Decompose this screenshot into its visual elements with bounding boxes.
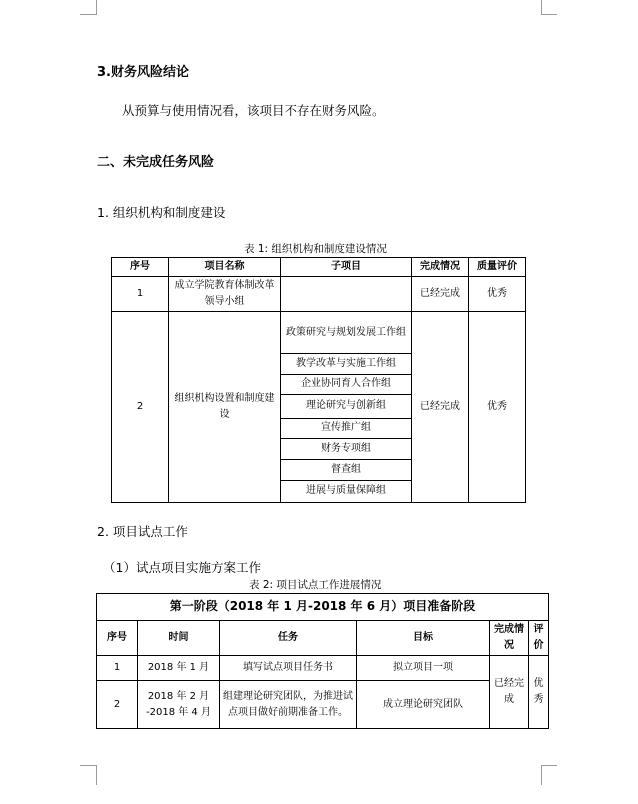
crop-mark-top-right-v [541,0,542,15]
subproject-item: 政策研究与规划发展工作组 [281,313,411,354]
table-pilot-progress [96,593,549,729]
t1-r1-status: 已经完成 [412,277,469,312]
t1-r1-quality: 优秀 [469,277,526,312]
subproject-item: 企业协同育人合作组 [281,375,411,395]
heading-pilot-plan: （1）试点项目实施方案工作 [103,560,261,575]
t2-r1-goal: 拟立项目一项 [357,656,490,681]
t2-r1-no: 1 [97,656,138,681]
t1-header-no: 序号 [112,258,169,277]
t2-r1-task: 填写试点项目任务书 [220,656,357,681]
table-row [112,277,526,312]
crop-mark-bottom-left-v [96,765,97,785]
table2-caption: 表 2: 项目试点工作进展情况 [249,579,382,591]
table-org-construction [111,257,526,503]
t1-r2-no: 2 [112,312,169,503]
crop-mark-top-left-v [96,0,97,15]
t1-r2-subprojects [281,312,412,503]
t2-r2-goal: 成立理论研究团队 [357,681,490,729]
paragraph-financial: 从预算与使用情况看，该项目不存在财务风险。 [122,103,385,118]
t1-header-quality: 质量评价 [469,258,526,277]
t2-r2-no: 2 [97,681,138,729]
crop-mark-top-left-h [80,14,96,15]
subproject-item: 督查组 [281,460,411,481]
t1-r1-no: 1 [112,277,169,312]
table-row [112,312,526,503]
t1-header-sub: 子项目 [281,258,412,277]
t2-r2-time: 2018 年 2 月 -2018 年 4 月 [138,681,220,729]
t2-r1-time: 2018 年 1 月 [138,656,220,681]
crop-mark-top-right-h [541,14,557,15]
t1-r2-name: 组织机构设置和制度建设 [169,312,281,503]
table1-caption: 表 1: 组织机构和制度建设情况 [244,243,387,255]
table-row [97,681,549,729]
t2-header-status: 完成情况 [490,621,529,656]
t1-r1-sub [281,277,412,312]
crop-mark-bottom-left-h [80,765,96,766]
t2-header-goal: 目标 [357,621,490,656]
t1-r1-name: 成立学院教育体制改革领导小组 [169,277,281,312]
t2-stage-title: 第一阶段（2018 年 1 月-2018 年 6 月）项目准备阶段 [97,594,549,621]
subproject-item: 教学改革与实施工作组 [281,354,411,375]
t1-header-status: 完成情况 [412,258,469,277]
subproject-item: 进展与质量保障组 [306,485,386,496]
t2-r2-task: 组建理论研究团队，为推进试点项目做好前期准备工作。 [220,681,357,729]
heading-org-construction: 1. 组织机构和制度建设 [97,205,226,220]
crop-mark-bottom-right-v [541,765,542,785]
subproject-item: 财务专项组 [281,439,411,460]
subproject-item: 宣传推广组 [281,419,411,439]
heading-unfinished-risk: 二、未完成任务风险 [97,155,215,170]
t2-header-quality: 评价 [529,621,549,656]
table-row [97,656,549,681]
t2-header-no: 序号 [97,621,138,656]
t2-header-time: 时间 [138,621,220,656]
t1-r2-quality: 优秀 [469,312,526,503]
t2-quality: 优秀 [529,656,549,729]
t2-header-task: 任务 [220,621,357,656]
t2-status: 已经完成 [490,656,529,729]
crop-mark-bottom-right-h [541,765,557,766]
t1-r2-status: 已经完成 [412,312,469,503]
heading-financial-conclusion: 3.财务风险结论 [97,65,189,80]
subproject-item: 理论研究与创新组 [281,395,411,419]
heading-pilot-work: 2. 项目试点工作 [97,524,188,539]
t1-header-name: 项目名称 [169,258,281,277]
